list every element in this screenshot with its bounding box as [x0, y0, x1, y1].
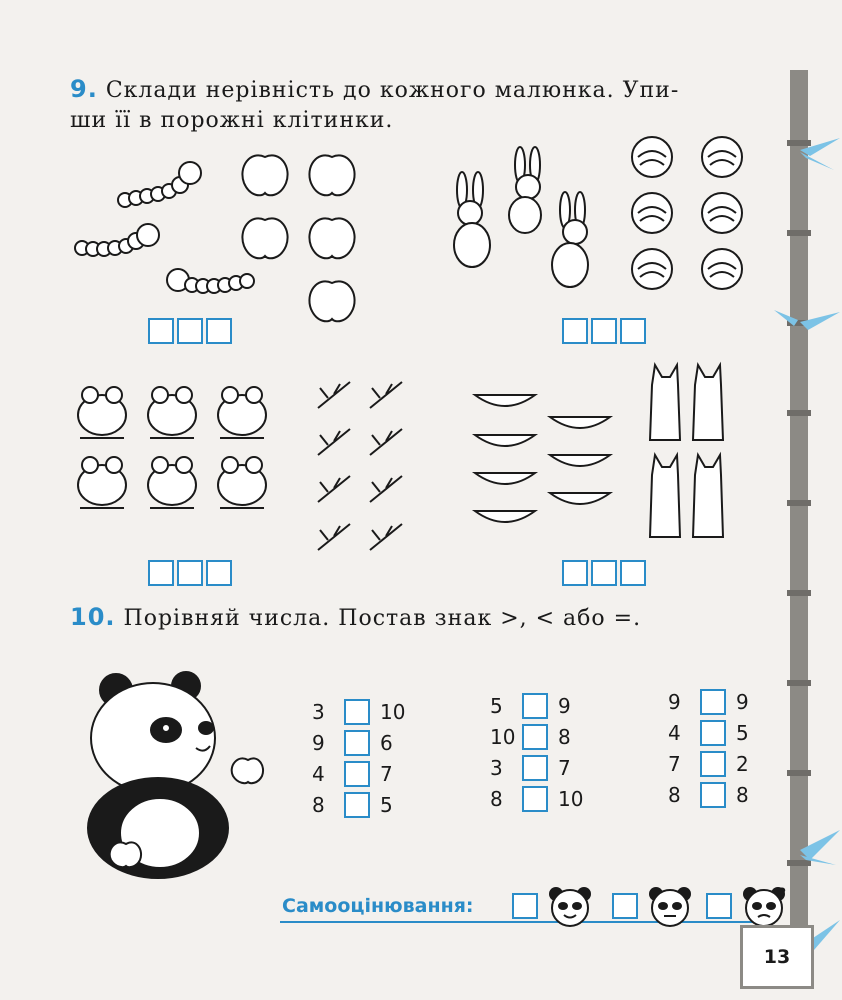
rabbits-cabbages-picture: [440, 135, 760, 300]
caterpillar-icon: [75, 224, 159, 256]
sign-box[interactable]: [344, 699, 370, 725]
mosquito-icon: [370, 382, 402, 408]
compare-column-3: [668, 686, 749, 810]
sign-box[interactable]: [700, 720, 726, 746]
self-assessment-box-3[interactable]: [706, 893, 732, 919]
compare-row: 4 7: [312, 761, 393, 786]
bowl-icon: [550, 493, 610, 504]
mosquito-icon: [318, 524, 350, 550]
task-10-number: 10.: [70, 603, 116, 631]
mosquito-icon: [318, 429, 350, 455]
neutral-panda-icon: [644, 884, 696, 928]
sign-box[interactable]: [522, 693, 548, 719]
compare-row: 9 9: [668, 689, 749, 714]
sign-box[interactable]: [344, 761, 370, 787]
frog-icon: [218, 387, 266, 438]
apple-icon: [309, 218, 354, 258]
self-assessment-box-1[interactable]: [512, 893, 538, 919]
compare-row: 8 5: [312, 792, 393, 817]
sign-box[interactable]: [344, 792, 370, 818]
caterpillars-apples-picture: [70, 145, 370, 330]
answer-boxes-4[interactable]: [562, 560, 646, 586]
sign-box[interactable]: [700, 751, 726, 777]
apple-icon: [242, 218, 287, 258]
self-assessment-box-2[interactable]: [612, 893, 638, 919]
bamboo-decoration: [770, 60, 842, 1000]
rabbit-icon: [552, 192, 588, 287]
frog-icon: [218, 457, 266, 508]
sign-box[interactable]: [344, 730, 370, 756]
bowl-icon: [475, 395, 535, 406]
compare-row: 7 2: [668, 751, 749, 776]
caterpillar-icon: [118, 162, 201, 207]
answer-boxes-1[interactable]: [148, 318, 232, 344]
cat-icon: [650, 455, 680, 537]
mosquito-icon: [318, 382, 350, 408]
panda-illustration: [78, 668, 268, 888]
compare-column-2: [490, 690, 583, 814]
frog-icon: [78, 387, 126, 438]
page-number-frame: [740, 925, 814, 989]
cabbage-icon: [702, 137, 742, 177]
caterpillar-icon: [167, 269, 254, 293]
confused-panda-icon: [738, 884, 790, 928]
compare-row: 4 5: [668, 720, 749, 745]
cabbage-icon: [702, 193, 742, 233]
cabbage-icon: [632, 137, 672, 177]
self-assessment-label: Самооцінювання:: [282, 895, 474, 917]
compare-row: 3 10: [312, 699, 406, 724]
compare-row: 8 8: [668, 782, 749, 807]
frog-icon: [148, 387, 196, 438]
bowl-icon: [550, 417, 610, 428]
frog-icon: [148, 457, 196, 508]
bowl-icon: [475, 511, 535, 522]
cabbage-icon: [632, 193, 672, 233]
compare-row: 3 7: [490, 755, 571, 780]
mosquito-icon: [370, 476, 402, 502]
apple-icon: [110, 842, 141, 867]
task-9-line2: ши її в порожні клітинки.: [70, 108, 394, 133]
page-number: 13: [763, 946, 791, 968]
apple-icon: [242, 155, 287, 195]
frog-icon: [78, 457, 126, 508]
apple-icon: [309, 155, 354, 195]
apple-icon: [309, 281, 354, 321]
bowl-icon: [475, 473, 535, 484]
rabbit-icon: [454, 172, 490, 267]
svg-text:?: ?: [778, 886, 787, 902]
cat-icon: [693, 365, 723, 440]
task-10-instruction: [70, 602, 770, 634]
self-assessment-options: [512, 884, 790, 928]
rabbit-icon: [509, 147, 541, 233]
bowl-icon: [550, 455, 610, 466]
bowl-icon: [475, 435, 535, 446]
task-9-number: 9.: [70, 75, 98, 103]
happy-panda-icon: [544, 884, 596, 928]
cabbage-icon: [702, 249, 742, 289]
sign-box[interactable]: [522, 724, 548, 750]
frogs-mosquitoes-picture: [70, 370, 420, 565]
sign-box[interactable]: [700, 689, 726, 715]
sign-box[interactable]: [522, 786, 548, 812]
bowls-cats-picture: [470, 355, 760, 545]
compare-row: 10 8: [490, 724, 571, 749]
mosquito-icon: [370, 524, 402, 550]
cat-icon: [650, 365, 680, 440]
task-10-text: Порівняй числа. Постав знак >, < або =.: [123, 606, 642, 631]
compare-column-1: [312, 696, 405, 820]
mosquito-icon: [370, 429, 402, 455]
sign-box[interactable]: [522, 755, 548, 781]
cat-icon: [693, 455, 723, 537]
task-9-instruction: [70, 74, 770, 136]
compare-row: 5 9: [490, 693, 571, 718]
compare-row: 8 10: [490, 786, 584, 811]
apple-icon: [232, 758, 263, 783]
cabbage-icon: [632, 249, 672, 289]
mosquito-icon: [318, 476, 350, 502]
sign-box[interactable]: [700, 782, 726, 808]
compare-row: 9 6: [312, 730, 393, 755]
answer-boxes-2[interactable]: [562, 318, 646, 344]
answer-boxes-3[interactable]: [148, 560, 232, 586]
task-9-line1: Склади нерівність до кожного малюнка. Упи-: [105, 78, 680, 103]
